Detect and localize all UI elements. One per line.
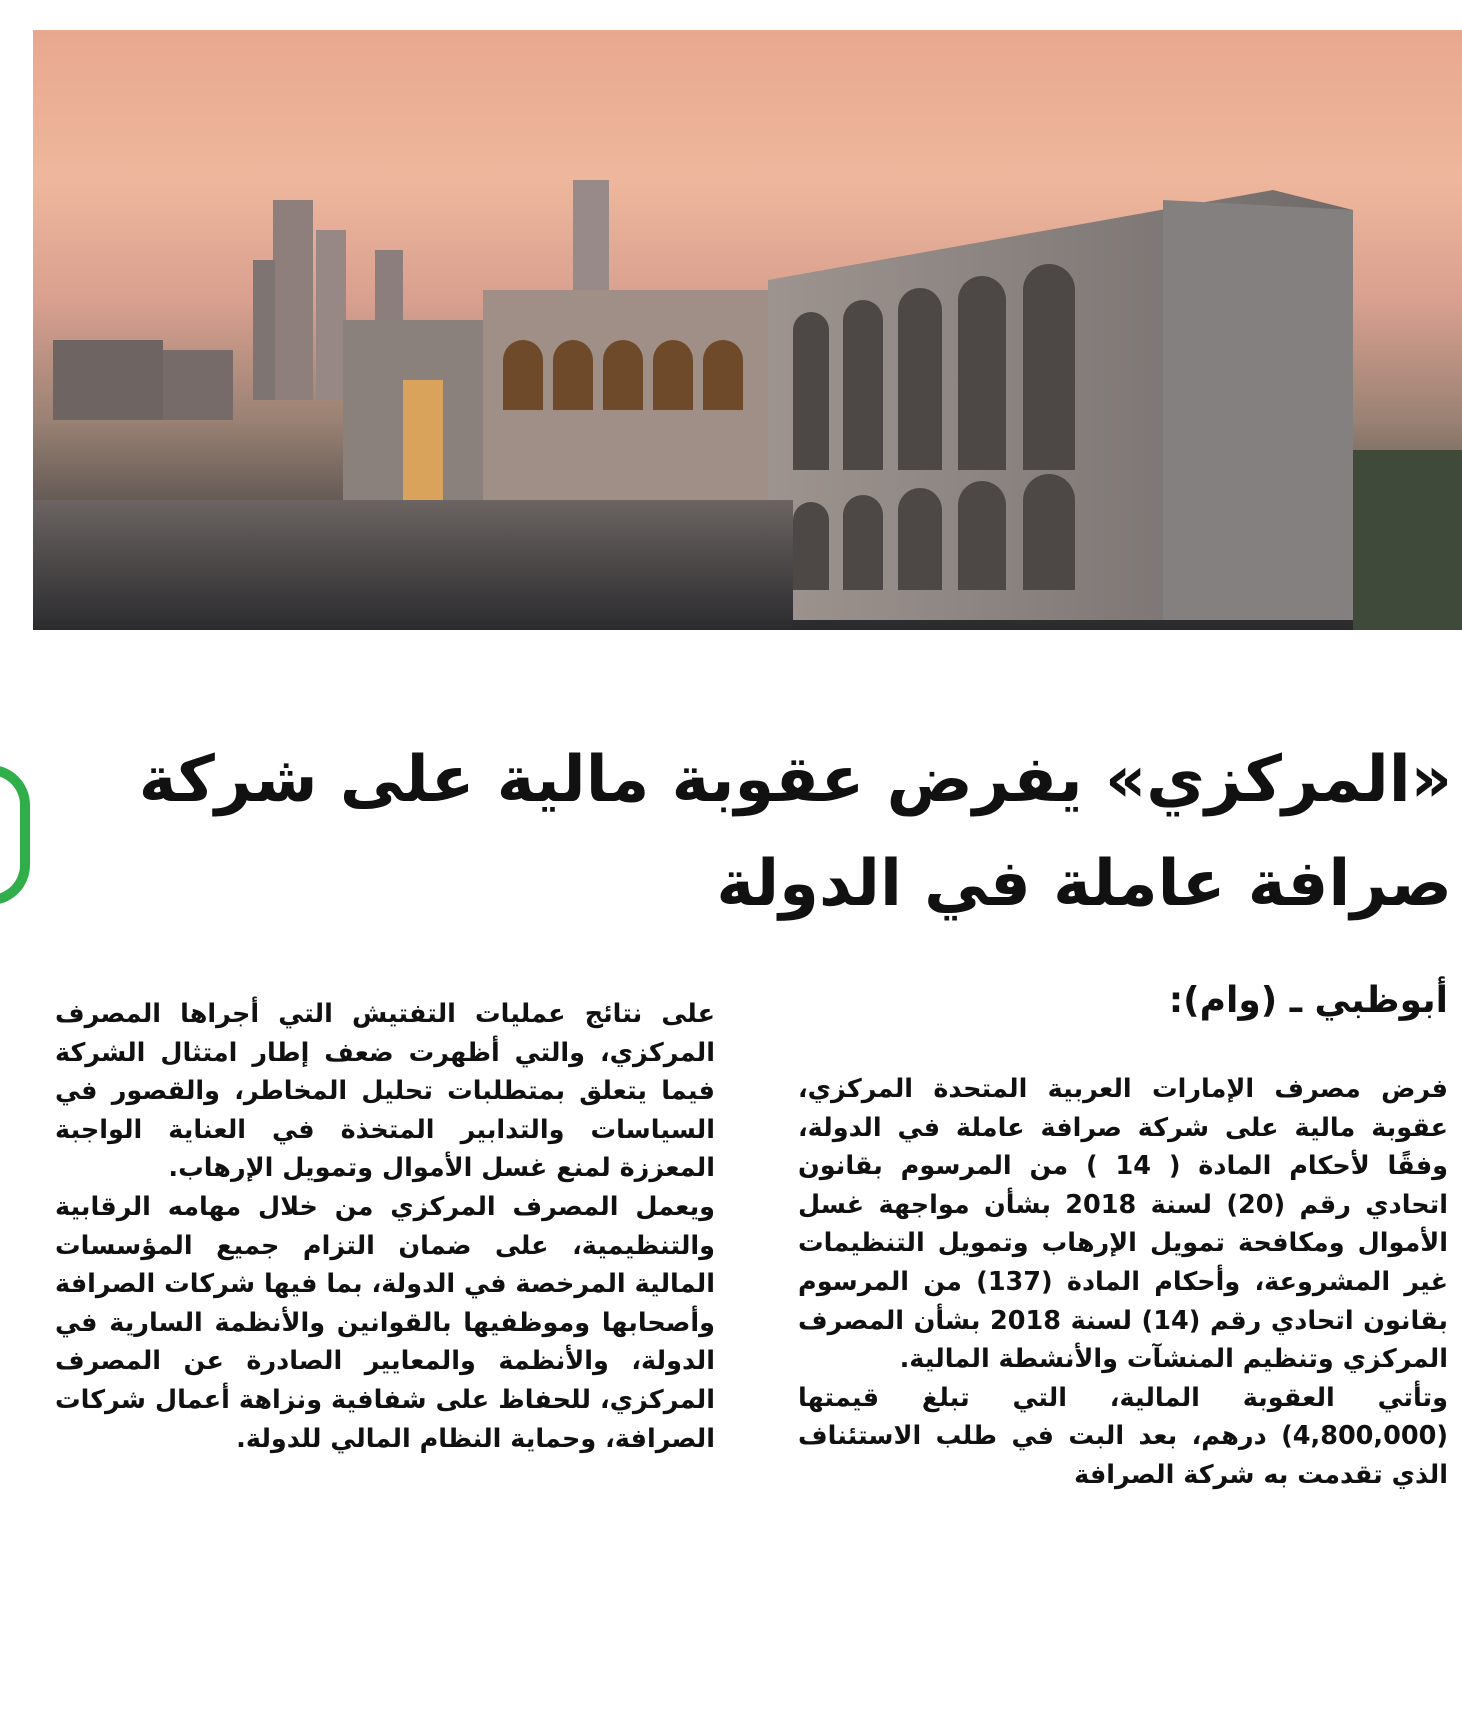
article-paragraph: وتأتي العقوبة المالية، التي تبلغ قيمتها (4,800,000) درهم، بعد البت في طلب الاستئناف الذي تقدمت به شركة الصرافة	[798, 1382, 1448, 1490]
article-column-right	[798, 1070, 1448, 1495]
article-column-left	[55, 995, 715, 1458]
central-bank-building-photo	[33, 30, 1462, 630]
article-photo	[33, 30, 1462, 630]
article-headline: «المركزي» يفرض عقوبة مالية على شركة صرافة عاملة في الدولة	[138, 743, 1452, 921]
article-paragraph: ويعمل المصرف المركزي من خلال مهامه الرقابية والتنظيمية، على ضمان التزام جميع المؤسسات المالية المرخصة في الدولة، بما فيها شركات الصرافة وأصحابها وموظفيها بالقوانين والأنظمة السارية في الدولة، والأنظمة والمعايير الصادرة عن المصرف المركزي، للحفاظ على شفافية ونزاهة أعمال شركات الصرافة، وحماية النظام المالي للدولة.	[55, 1191, 715, 1454]
article-paragraph: فرض مصرف الإمارات العربية المتحدة المركزي، عقوبة مالية على شركة صرافة عاملة في الدولة، وفقًا لأحكام المادة ( 14 ) من المرسوم بقانون اتحادي رقم (20) لسنة 2018 بشأن مواجهة غسل الأموال ومكافحة تمويل الإرهاب وتمويل التنظيمات غير المشروعة، وأحكام المادة (137) من المرسوم بقانون اتحادي رقم (14) لسنة 2018 بشأن المصرف المركزي وتنظيم المنشآت والأنشطة المالية.	[798, 1074, 1449, 1375]
section-logo-mark	[0, 765, 30, 905]
article-paragraph: على نتائج عمليات التفتيش التي أجراها المصرف المركزي، والتي أظهرت ضعف إطار امتثال الشركة فيما يتعلق بمتطلبات تحليل المخاطر، والقصور في السياسات والتدابير المتخذة في العناية الواجبة المعززة لمنع غسل الأموال وتمويل الإرهاب.	[55, 999, 715, 1184]
article-byline: أبوظبي ـ (وام):	[1168, 980, 1448, 1021]
